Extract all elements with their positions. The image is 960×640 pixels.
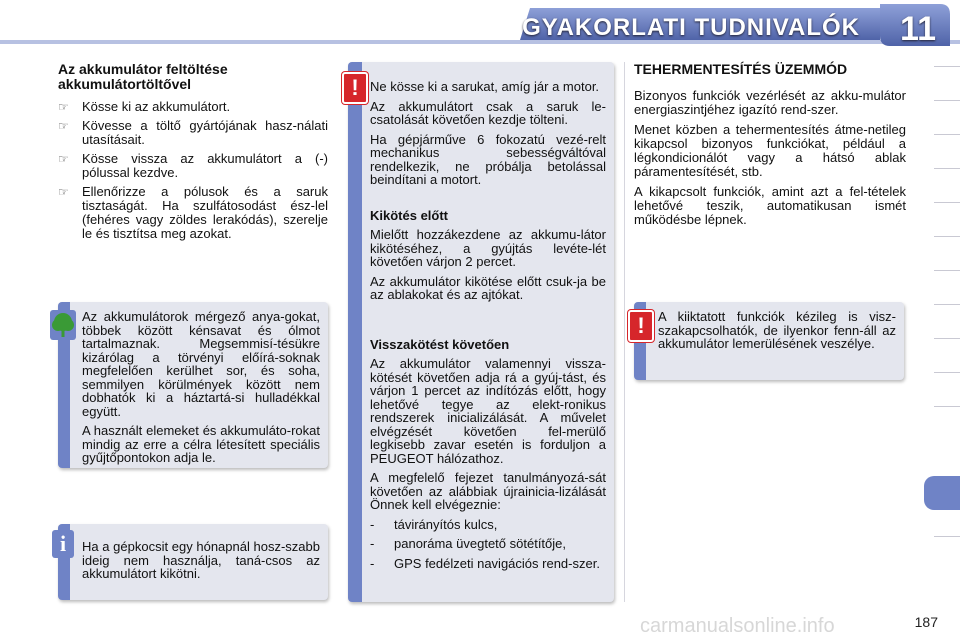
- warning-note-box: [634, 302, 904, 380]
- warning-text: Az akkumulátor valamennyi vissza-kötését követően adja rá a gyúj-tást, és várjon 1 percet az indítózás előtt, hogy lehetővé tegye az elekt-ronikus rendszerek inicializálását. A művelet elvégzését követően fel-merülő legkisebb zavar esetén is forduljon a PEUGEOT hálózathoz.: [370, 356, 606, 466]
- warning-text: Ne kösse ki a sarukat, amíg jár a motor.: [370, 79, 600, 94]
- chapter-tab[interactable]: [934, 100, 960, 129]
- list-item: ☞ Ellenőrizze a pólusok és a saruk tisztaságát. Ha szulfátosodást ész-lel (fehéres vagy zöldes lerakódás), szerelje le és tisztítsa meg azokat.: [58, 184, 328, 241]
- chapter-tab[interactable]: [934, 168, 960, 197]
- dash-mark: -: [370, 536, 375, 551]
- load-shedding-text: Menet közben a tehermentesítés átme-netileg kikapcsol bizonyos funkciókat, például a légkondicionálót vagy a hátsó ablak páramentesítését, stb.: [634, 122, 906, 179]
- chapter-tab[interactable]: [934, 304, 960, 333]
- charging-steps: [58, 100, 328, 241]
- list-item: - panoráma üvegtető sötétítője,: [370, 536, 567, 551]
- charging-title: Az akkumulátor feltöltése akkumulátortöltővel: [58, 61, 228, 92]
- dash-mark: -: [370, 555, 375, 571]
- load-shedding-title: TEHERMENTESÍTÉS ÜZEMMÓD: [634, 61, 848, 77]
- info-note-box: [58, 524, 328, 600]
- load-shedding-text: Bizonyos funkciók vezérlését az akku-mulátor energiaszintjéhez igazító rend-szer.: [634, 88, 906, 117]
- chapter-number: 11: [900, 10, 936, 48]
- chapter-tab[interactable]: [934, 270, 960, 299]
- list-item: ☞ Kövesse a töltő gyártójának hasz-nálati utasításait.: [58, 118, 328, 147]
- warning-icon: !: [628, 310, 654, 342]
- chapter-tab[interactable]: [934, 536, 960, 565]
- chapter-tab[interactable]: [934, 236, 960, 265]
- chapter-tab[interactable]: [934, 372, 960, 401]
- section-title: GYAKORLATI TUDNIVALÓK: [522, 14, 860, 41]
- column-divider: [624, 62, 625, 602]
- environment-note-text: Az akkumulátorok mérgező anya-gokat, többek között kénsavat és ólmot tartalmaznak. Megsemmisí-tésükre kizárólag a törvényi előírá-soknak megfelelően kerülhet sor, és soha, semmilyen körülmények között nem dobhatók ki a háztartá-si hulladékkal együtt.: [82, 309, 320, 419]
- warning-text: A megfelelő fejezet tanulmányozá-sát követően az alábbiak újrainicia-lizálását Önnek kell elvégeznie:: [370, 470, 606, 512]
- chapter-tab[interactable]: [934, 202, 960, 231]
- pointing-hand-icon: ☞: [58, 100, 69, 114]
- chapter-tab[interactable]: [934, 406, 960, 435]
- charging-section: [58, 62, 328, 246]
- pointing-hand-icon: ☞: [58, 119, 69, 133]
- subheading-before-disconnect: Kikötés előtt: [370, 207, 449, 223]
- chapter-tabs: [930, 66, 960, 596]
- warning-box: [348, 62, 614, 602]
- chapter-tab[interactable]: [934, 66, 960, 95]
- chapter-tab[interactable]: [934, 338, 960, 367]
- watermark: carmanualsonline.info: [640, 615, 835, 637]
- warning-note-text: A kiiktatott funkciók kézileg is visz-szakapcsolhatók, de ilyenkor fenn-áll az akkumulátor lemerülésének veszélye.: [658, 309, 896, 351]
- pointing-hand-icon: ☞: [58, 185, 69, 199]
- list-item: - távirányítós kulcs,: [370, 516, 498, 532]
- warning-text: Ha gépjárműve 6 fokozatú vezé-relt mechanikus sebességváltóval rendelkezik, ne próbálja betolással beindítani a motort.: [370, 131, 606, 187]
- chapter-tab-active[interactable]: [924, 476, 960, 510]
- subheading-after-reconnect: Visszakötést követően: [370, 336, 510, 352]
- list-item: ☞ Kösse ki az akkumulátort.: [58, 99, 231, 114]
- pointing-hand-icon: ☞: [58, 152, 69, 166]
- reinit-list: [370, 518, 606, 571]
- info-note-text: Ha a gépkocsit egy hónapnál hosz-szabb ideig nem használja, taná-csos az akkumulátort kikötni.: [82, 539, 320, 581]
- warning-text: Az akkumulátort csak a saruk le-csatolását követően kezdje tölteni.: [370, 98, 606, 127]
- info-icon: i: [52, 530, 74, 558]
- environment-note-text: A használt elemeket és akkumuláto-rokat mindig az erre a célra létesített speciális gyűjtőpontokon adja le.: [82, 423, 320, 465]
- environment-note-box: [58, 302, 328, 468]
- page-number: 187: [914, 614, 938, 630]
- load-shedding-text: A kikapcsolt funkciók, amint azt a fel-tételek lehetővé teszik, automatikusan ismét működésbe lépnek.: [634, 184, 906, 227]
- warning-icon: !: [342, 72, 368, 104]
- list-item: - GPS fedélzeti navigációs rend-szer.: [370, 555, 600, 571]
- list-item: ☞ Kösse vissza az akkumulátort a (-) pólussal kezdve.: [58, 151, 328, 180]
- warning-text: Mielőtt hozzákezdene az akkumu-látor kikötéséhez, a gyújtás levéte-lét követően várjon 2 percet.: [370, 227, 606, 269]
- dash-mark: -: [370, 516, 375, 532]
- tree-icon: [50, 310, 76, 340]
- load-shedding-section: [634, 62, 906, 233]
- warning-text: Az akkumulátor kikötése előtt csuk-ja be az ablakokat és az ajtókat.: [370, 273, 606, 302]
- chapter-tab[interactable]: [934, 134, 960, 163]
